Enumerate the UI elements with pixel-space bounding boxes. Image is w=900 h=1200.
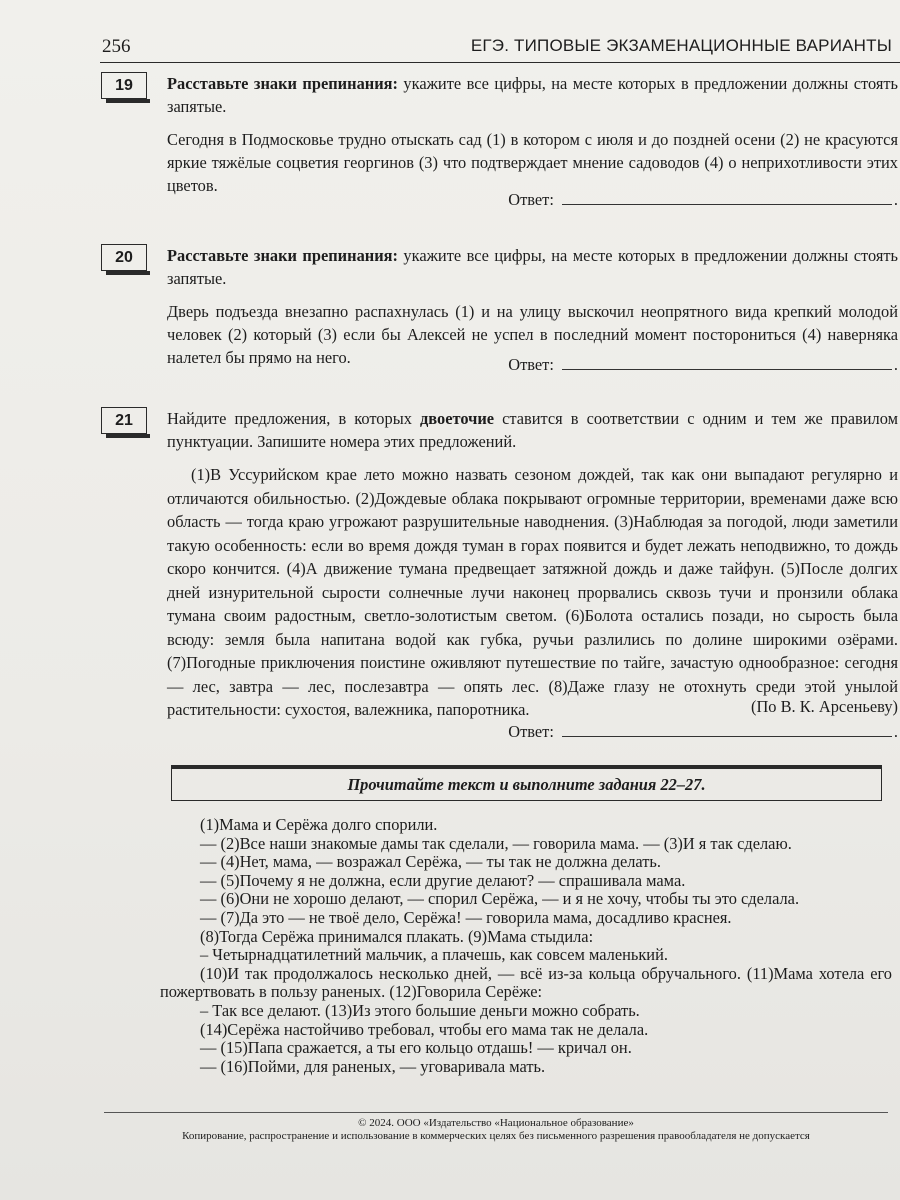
story-line: (14)Серёжа настойчиво требовал, чтобы его мама так не делала.: [200, 1019, 649, 1039]
answer-field[interactable]: [562, 720, 892, 737]
reading-instruction: Прочитайте текст и выполните задания 22–27.: [171, 769, 882, 801]
prompt-bold: Расставьте знаки препинания:: [167, 74, 398, 93]
task-body: [167, 72, 898, 197]
story-line: — (16)Пойми, для раненых, — уговаривала мать.: [200, 1056, 546, 1076]
story-line: (10)И так продолжалось несколько дней, — всё из-за кольца обручального. (11)Мама хотела его пожертвовать в пользу раненых. (12)Говорила Серёже:: [160, 963, 892, 1002]
task-text: Сегодня в Подмосковье трудно отыскать сад (1) в котором с июля и до поздней осени (2) не красуются яркие тяжёлые соцветия георгинов (3) что подтверждает мнение садоводов (4) о неприхотливости этих цветов.: [167, 130, 898, 195]
task-text: (1)В Уссурийском крае лето можно назвать сезоном дождей, так как они выпадают регулярно и отличаются обильностью. (2)Дождевые облака покрывают огромные территории, временами даже всю область — тогда краю угрожают разрушительные наводнения. (3)Наблюдая за погодой, люди заметили такую особенность: если во время дождя туман в горах появится и будет лежать неподвижно, то дождь скоро кончится. (4)А движение тумана предвещает затяжной дождь и даже тайфун. (5)После долгих дней изнурительной сырости солнечные лучи наконец прорвались сквозь тучи и пронзили облака тумана своим радостным, светло-золотистым светом. (6)Болота остались позади, но сырость была всюду: земля была напитана водой как губка, ручьи разлились по долине широкими озёрами. (7)Погодные приключения поистине оживляют путешествие по тайге, зачастую однообразное: сегодня — лес, завтра — лес, послезавтра — опять лес. (8)Даже глазу не отохнуть среди этой унылой растительности: сухостоя, валежника, папоротника.: [167, 465, 898, 719]
answer-field[interactable]: [562, 353, 892, 370]
answer-row: Ответ: .: [508, 355, 898, 374]
task-19: [101, 72, 900, 222]
task-number-box: 20: [101, 244, 147, 271]
task-20: [101, 244, 900, 384]
story-line: — (5)Почему я не должна, если другие делают? — спрашивала мама.: [200, 870, 686, 890]
task-prompt: [167, 244, 898, 290]
task-number-box: 21: [101, 407, 147, 434]
page-number: 256: [102, 36, 131, 57]
task-body: [167, 244, 898, 369]
story-line: (8)Тогда Серёжа принимался плакать. (9)Мама стыдила:: [200, 926, 594, 946]
answer-field[interactable]: [562, 188, 892, 205]
answer-label: Ответ:: [508, 722, 554, 741]
story-text: [160, 816, 892, 1076]
footer-notice: Копирование, распространение и использование в коммерческих целях без письменного разрешения правообладателя не допускается: [182, 1130, 810, 1142]
story-line: (1)Мама и Серёжа долго спорили.: [200, 815, 438, 834]
page-header: [100, 34, 900, 63]
text-source: (По В. К. Арсеньеву): [751, 697, 898, 716]
story-line: — (15)Папа сражается, а ты его кольцо отдашь! — кричал он.: [200, 1038, 632, 1058]
answer-label: Ответ:: [508, 190, 554, 209]
task-number-box: 19: [101, 72, 147, 99]
answer-row: Ответ: .: [508, 722, 898, 741]
task-text: Дверь подъезда внезапно распахнулась (1) и на улицу выскочил неопрятного вида крепкий молодой человек (2) который (3) если бы Алексей не успел в последний момент посторониться (4) наверняка налетел бы прямо на него.: [167, 302, 898, 367]
footer-copyright: © 2024. ООО «Издательство «Национальное образование»: [358, 1117, 634, 1129]
story-line: — (2)Все наши знакомые дамы так сделали, — говорила мама. — (3)И я так сделаю.: [200, 833, 792, 853]
story-line: – Так все делают. (13)Из этого большие деньги можно собрать.: [200, 1000, 640, 1020]
prompt-bold: двоеточие: [419, 409, 495, 428]
footer-divider: [104, 1112, 888, 1113]
prompt-rest: ставится в соответствии с одним и тем же правилом пунктуации. Запишите номера этих предложений.: [167, 409, 898, 451]
prompt-bold: Расставьте знаки препинания:: [167, 246, 398, 265]
answer-row: Ответ: .: [508, 190, 898, 209]
prompt-rest: укажите все цифры, на месте которых в предложении должны стоять запятые.: [167, 74, 899, 116]
prompt-rest: укажите все цифры, на месте которых в предложении должны стоять запятые.: [167, 246, 899, 288]
story-line: – Четырнадцатилетний мальчик, а плачешь, как совсем маленький.: [200, 945, 668, 965]
running-title: ЕГЭ. ТИПОВЫЕ ЭКЗАМЕНАЦИОННЫЕ ВАРИАНТЫ: [470, 36, 892, 55]
answer-label: Ответ:: [508, 355, 554, 374]
task-body: [167, 407, 898, 722]
story-line: — (6)Они не хорошо делают, — спорил Серёжа, — и я не хочу, чтобы ты это сделала.: [200, 889, 800, 909]
task-prompt: [167, 72, 898, 118]
story-line: — (7)Да это — не твоё дело, Серёжа! — говорила мама, досадливо краснея.: [200, 907, 732, 927]
task-21: [101, 407, 900, 747]
story-line: — (4)Нет, мама, — возражал Серёжа, — ты так не должна делать.: [200, 852, 662, 872]
task-prompt: [167, 407, 898, 453]
prompt-start: Найдите предложения, в которых: [167, 409, 420, 428]
